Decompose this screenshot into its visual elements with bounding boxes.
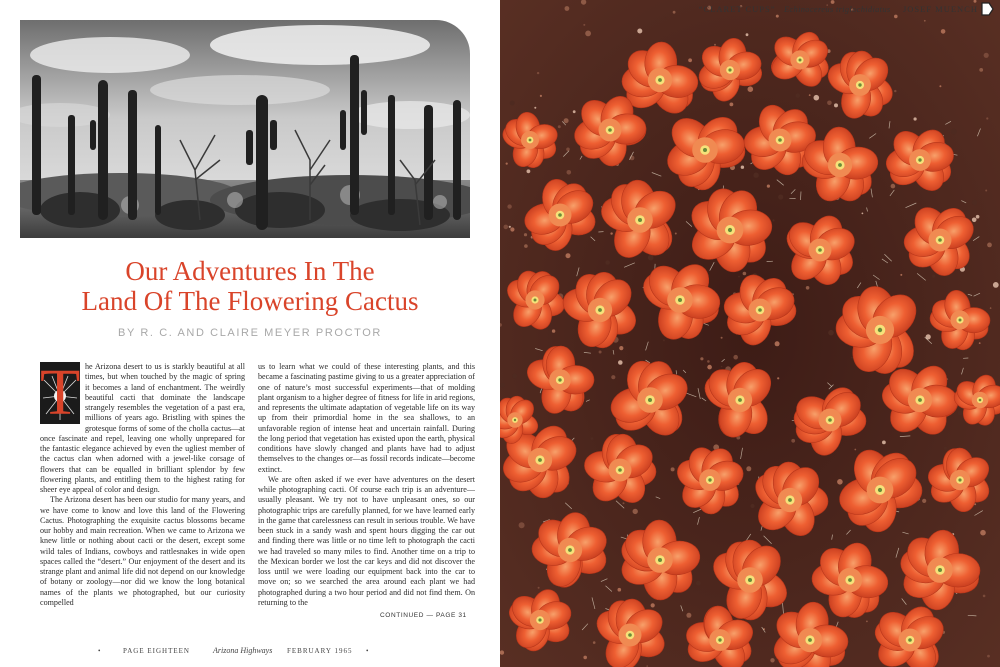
article-byline: BY R. C. AND CLAIRE MEYER PROCTOR (118, 327, 382, 339)
gravel-speck (537, 72, 539, 74)
article-column-1 (40, 356, 245, 608)
gravel-speck (986, 117, 988, 119)
gravel-speck (637, 29, 642, 34)
gravel-speck (664, 17, 666, 19)
gravel-speck (828, 330, 834, 336)
gravel-speck (741, 166, 744, 169)
gravel-speck (721, 366, 723, 368)
gravel-speck (979, 68, 983, 72)
gravel-speck (619, 346, 623, 350)
gravel-speck (686, 613, 691, 618)
gravel-speck (565, 6, 570, 11)
gravel-speck (987, 243, 992, 248)
gravel-speck (524, 233, 527, 236)
continued-note: CONTINUED — PAGE 31 (380, 612, 467, 619)
gravel-speck (651, 603, 655, 607)
footer-date: FEBRUARY 1965 (287, 647, 353, 655)
gravel-speck (714, 44, 716, 46)
gravel-speck (941, 29, 946, 34)
article-title-line-1: Our Adventures In The (125, 256, 375, 286)
gravel-speck (540, 95, 542, 97)
gravel-speck (564, 118, 569, 123)
gravel-speck (738, 276, 740, 278)
gravel-speck (914, 117, 917, 120)
gravel-speck (809, 94, 811, 96)
gravel-speck (984, 53, 989, 58)
gravel-speck (772, 219, 774, 221)
footer-bullet: • (366, 647, 369, 655)
gravel-speck (534, 107, 536, 109)
gravel-speck (707, 360, 710, 363)
gravel-speck (591, 437, 594, 440)
caption-species: Echinocereus triglochidiatus (783, 4, 891, 14)
paragraph: us to learn what we could of these interesting plants, and this became a fascinating pastime giving to us a greater appreciation of one of nature’s most successful experiments—that of molding plant organism to a higher degree of fitness for life in arid regions, and represents the ultimate adaptation of vegetable life on its way up from their primordial home in the sea shallows, to an unfavorable region of intense heat and uncertain rainfall. During the long period that vegetation has existed upon the earth, physical conditions have slowly changed and plants have had to adjust themselves to the changes or—as fossil records indicate—become extinct. (258, 362, 475, 474)
gravel-speck (972, 200, 977, 205)
gravel-speck (951, 129, 957, 135)
gravel-speck (506, 163, 508, 165)
gravel-speck (671, 467, 675, 471)
gravel-speck (827, 101, 832, 106)
caption-photographer: JOSEF MUENCH (902, 4, 978, 14)
gravel-speck (567, 170, 572, 175)
gravel-speck (688, 58, 692, 62)
drop-cap (40, 356, 81, 429)
gravel-speck (882, 441, 886, 445)
arrow-right-icon (980, 1, 994, 17)
gravel-speck (944, 447, 947, 450)
footer-page-number: PAGE EIGHTEEN (123, 647, 190, 655)
gravel-speck (507, 204, 511, 208)
gravel-speck (605, 260, 610, 265)
gravel-speck (983, 595, 986, 598)
gravel-speck (894, 15, 898, 19)
gravel-speck (663, 339, 665, 341)
gravel-speck (791, 439, 795, 443)
gravel-speck (599, 351, 602, 354)
gravel-speck (552, 329, 555, 332)
gravel-speck (980, 530, 986, 536)
gravel-speck (924, 20, 926, 22)
caption-title: “CLARET CUPS” (698, 4, 776, 14)
gravel-speck (510, 227, 514, 231)
gravel-speck (583, 656, 587, 660)
gravel-speck (707, 365, 712, 370)
gravel-speck (985, 190, 987, 192)
gravel-speck (987, 655, 990, 658)
gravel-speck (730, 103, 734, 107)
gravel-speck (566, 253, 571, 258)
gravel-speck (648, 255, 654, 261)
photo-caption (699, 4, 978, 14)
gravel-speck (512, 374, 517, 379)
gravel-speck (891, 184, 896, 189)
gravel-speck (618, 588, 622, 592)
gravel-speck (834, 103, 838, 107)
gravel-speck (776, 15, 779, 18)
gravel-speck (775, 341, 780, 346)
gravel-speck (558, 125, 561, 128)
gravel-speck (733, 355, 738, 360)
gravel-speck (990, 307, 992, 309)
gravel-speck (700, 357, 703, 360)
article-title-line-2: Land Of The Flowering Cactus (81, 286, 419, 316)
gravel-speck (837, 479, 843, 485)
gravel-speck (509, 226, 511, 228)
gravel-speck (675, 233, 677, 235)
gravel-speck (618, 360, 623, 365)
footer-magazine-name: Arizona Highways (213, 646, 273, 655)
gravel-speck (583, 24, 585, 26)
paragraph: The Arizona desert has been our studio for many years, and we have come to know and love this land of the Flowering Cactus. Photographing the exquisite cactus blossoms became our hobby and main recreation. When we came to Arizona we knew little or nothing about cacti or the desert, except some wild tales of Indians, cowboys and rattlesnakes in wide open spaces called the “desert.” Our enjoyment of the desert and its strange plant and animal life did not depend on our knowledge of botany or zoology—nor did we know the long botanical names of the plants we photographed, but our curiosity compelled (40, 495, 245, 607)
gravel-speck (993, 282, 999, 288)
gravel-speck (837, 619, 839, 621)
gravel-speck (585, 31, 591, 37)
gravel-speck (743, 272, 747, 276)
gravel-speck (647, 136, 649, 138)
gravel-speck (623, 502, 625, 504)
claret-cup-cactus-photo (500, 0, 1000, 667)
gravel-speck (633, 509, 638, 514)
gravel-speck (958, 411, 963, 416)
saguaro-desert-photo (20, 20, 470, 238)
gravel-speck (932, 275, 935, 278)
gravel-speck (538, 587, 540, 589)
gravel-speck (510, 101, 515, 106)
gravel-speck (696, 581, 701, 586)
gravel-speck (796, 93, 801, 98)
gravel-speck (777, 377, 779, 379)
footer-bullet: • (98, 647, 101, 655)
gravel-speck (806, 286, 810, 290)
gravel-speck (922, 499, 926, 503)
drop-cap-letter: T (40, 356, 81, 429)
gravel-speck (566, 148, 570, 152)
gravel-speck (519, 522, 525, 528)
gravel-speck (979, 342, 981, 344)
paragraph: he Arizona desert to us is starkly beautiful at all times, but when touched by the magic of spring it becomes a land of enchantment. The weirdly beautiful cacti that dominate the landscape strangely resembles the vegetation of a past era, millions of years ago. Bristling with spines the grotesque forms of some of the cholla cactus—at once fascinate and repel, leaving one wholly unprepared for the fantastic elegance achieved by even the ugliest member of the cactus clan when adorned with a jewel-like corsage of flowers that can be equalled in brilliant splendor by few flowering plants, and entitling them to the highest rating for sheer eye appeal of color and design. (40, 362, 245, 494)
gravel-speck (611, 375, 615, 379)
gravel-speck (854, 449, 856, 451)
paragraph: We are often asked if we ever have adventures on the desert while photographing cacti. Of course each trip is an adventure—usually pleasant. We try not to have unpleasant ones, so our photographic trips are carefully planned, for we have learned early in the game that carelessness can result in serious trouble. We have been stuck in a sandy wash and spent hours digging the car out and finding there was little or no time left to photograph the cacti we had traveled so many miles to find. Another time on a trip to the Mexican border we lost the car keys and did not discover the loss until we were loading our equipment back into the car to move on; so we searched the area around each plant we had photographed during a two hour period and did not find them. On returning to the (258, 474, 475, 607)
gravel-speck (976, 215, 980, 219)
gravel-speck (770, 658, 774, 662)
gravel-speck (814, 95, 820, 101)
gravel-speck (750, 504, 754, 508)
cactus-spine (801, 192, 802, 201)
gravel-speck (673, 11, 676, 14)
gravel-speck (527, 169, 531, 173)
gravel-speck (900, 274, 902, 276)
article-column-2 (258, 362, 475, 608)
gravel-speck (778, 194, 783, 199)
gravel-speck (972, 218, 977, 223)
gravel-speck (862, 213, 864, 215)
cactus-spine (676, 370, 677, 374)
gravel-speck (721, 337, 723, 339)
gravel-speck (767, 185, 770, 188)
gravel-speck (573, 110, 576, 113)
gravel-speck (746, 466, 751, 471)
gravel-speck (939, 85, 941, 87)
gravel-speck (524, 244, 528, 248)
gravel-speck (593, 641, 596, 644)
gravel-speck (746, 33, 749, 36)
gravel-speck (748, 86, 754, 92)
gravel-speck (504, 225, 509, 230)
gravel-speck (610, 232, 612, 234)
gravel-speck (500, 383, 505, 388)
gravel-speck (866, 621, 868, 623)
gravel-speck (894, 90, 896, 92)
gravel-speck (753, 173, 758, 178)
